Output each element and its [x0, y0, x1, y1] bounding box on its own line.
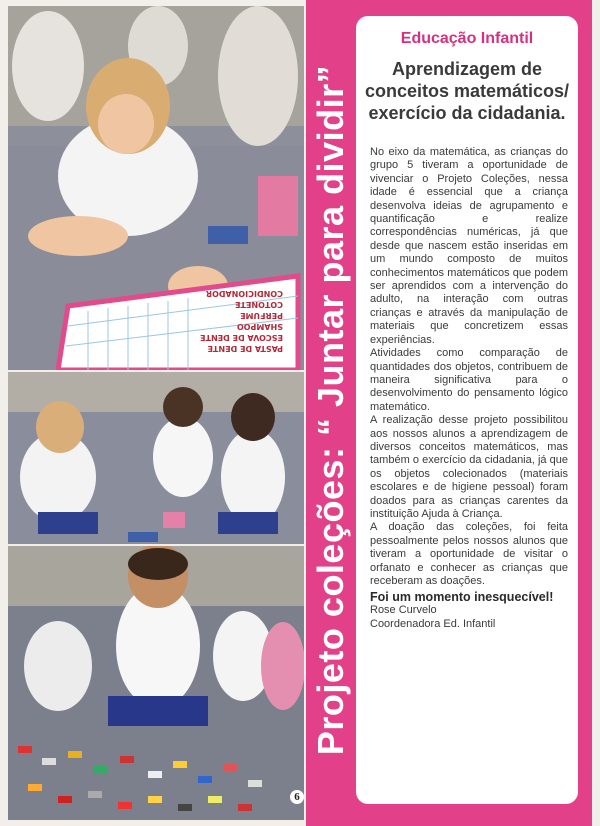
chart-label-4: COTONETE	[234, 300, 283, 309]
chart-label-0: PASTA DE DENTE	[207, 344, 283, 353]
chart-label-1: ESCOVA DE DENTE	[200, 333, 283, 342]
page-number: 6	[290, 790, 304, 804]
photo-girl-drawing-chart	[8, 6, 304, 370]
vertical-title-strip	[308, 0, 354, 826]
article-body	[370, 146, 568, 588]
chart-label-3: PERFUME	[240, 311, 283, 320]
section-label: Educação Infantil	[400, 30, 534, 47]
article-headline: Aprendizagem de conceitos matemáticos/ exercício da cidadania.	[364, 59, 570, 123]
chart-label-5: CONDICIONADOR	[205, 289, 283, 298]
chart-label-2: SHAMPOO	[236, 322, 283, 331]
paragraph-3: A realização desse projeto possibilitou aos nossos alunos a aprendizagem de diversos conceitos matemáticos, mas também o exercício da cidadania, já que os objetos colecionados (materiais escolares e de higiene pessoal) foram doados para as crianças carentes da instituição Ajuda à Criança.	[370, 414, 568, 520]
photo-boy-toy-cars	[8, 546, 304, 820]
signature-name: Rose Curvelo	[370, 604, 437, 617]
paragraph-2: Atividades como comparação de quantidades dos objetos, contribuem de maneira significativa para o desenvolvimento do pensamento lógico matemático.	[370, 347, 568, 413]
vertical-title: Projeto coleções: “ Juntar para dividir”	[310, 64, 351, 756]
paragraph-4: A doação das coleções, foi feita pessoalmente pelos nossos alunos que tiveram a oportunidade de visitar o orfanato e conhecer as crianças que receberam as doações.	[370, 521, 568, 587]
article-panel	[356, 16, 578, 804]
signature-role: Coordenadora Ed. Infantil	[370, 617, 496, 630]
paragraph-1: No eixo da matemática, as crianças do grupo 5 tiveram a oportunidade de vivenciar o Projeto Coleções, nessa idade é essencial que a criança desenvolva ideias de agrupamento e quantificação e realize correspondências numéricas, já que desde que nascem estão inseridas em um mundo composto de muitos conhecimentos matemáticos que podem ser aprendidos com a intervenção do adulto, na interação com outras crianças e através da manipulação de materiais que concretizem essas experiências.	[370, 146, 568, 346]
closing-line: Foi um momento inesquecível!	[370, 590, 554, 605]
photo-children-comparing	[8, 372, 304, 544]
